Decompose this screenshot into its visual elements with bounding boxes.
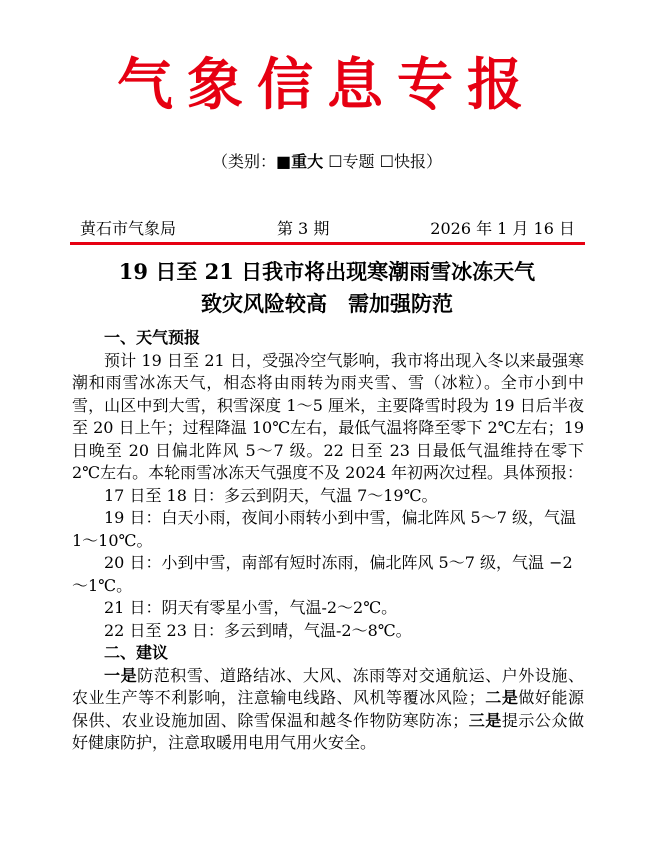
category-prefix: （类别： — [211, 152, 276, 171]
advice-paragraph — [72, 665, 584, 755]
category-line — [0, 151, 654, 173]
forecast-summary: 预计 19 日至 21 日，受强冷空气影响，我市将出现入冬以来最强寒潮和雨雪冰冻天气，相态将由雨转为雨夹雪、雪（冰粒）。全市小到中雪，山区中到大雪，积雪深度 1～5 厘米，主要降雪时段为 19 日后半夜至 20 日上午；过程降温 10℃左右，最低气温将降至零下 2℃左右；19 日晚至 20 日偏北阵风 5～7 级。22 日至 23 日最低气温维持在零下 2℃左右。本轮雨雪冰冻天气强度不及 2024 年初两次过程。具体预报： — [72, 350, 584, 482]
advice-text-3: 提示公众做好健康防护，注意取暖用电用气用火安全。 — [72, 710, 584, 752]
issue-date: 2026 年 1 月 16 日 — [430, 219, 575, 238]
red-divider — [70, 242, 585, 245]
advice-text-1: 防范积雪、道路结冰、大风、冻雨等对交通航运、户外设施、农业生产等不利影响，注意输电线路、风机等覆冰风险； — [72, 665, 584, 707]
title-line-1: 19 日至 21 日我市将出现寒潮雨雪冰冻天气 — [118, 259, 536, 284]
category-flash-label: 快报 — [394, 152, 427, 171]
category-major-mark: ■ — [275, 152, 292, 171]
forecast-item: 19 日：白天小雨，夜间小雨转小到中雪，偏北阵风 5～7 级，气温 1～10℃。 — [72, 508, 576, 550]
title-line-2: 致灾风险较高 需加强防范 — [201, 291, 453, 316]
category-suffix: ） — [426, 152, 443, 171]
document-title — [0, 256, 654, 320]
document-body — [72, 327, 584, 755]
category-major-label: 重大 — [291, 152, 324, 171]
section-heading-forecast: 一、天气预报 — [104, 328, 201, 347]
advice-text-2: 做好能源保供、农业设施加固、除雪保温和越冬作物防寒防冻； — [72, 688, 584, 730]
advice-lead-2: 二是 — [484, 688, 519, 707]
category-flash-checkbox: ☐ — [379, 152, 394, 171]
forecast-item: 20 日：小到中雪，南部有短时冻雨，偏北阵风 5～7 级，气温 −2～1℃。 — [72, 553, 573, 595]
category-topic-checkbox: ☐ — [328, 152, 343, 171]
agency-name: 黄石市气象局 — [80, 219, 177, 238]
forecast-item: 21 日：阴天有零星小雪，气温-2～2℃。 — [104, 598, 398, 617]
report-masthead: 气象信息专报 — [117, 52, 537, 118]
section-heading-advice: 二、建议 — [104, 643, 169, 662]
forecast-item: 22 日至 23 日：多云到晴，气温-2～8℃。 — [104, 620, 412, 640]
category-topic-label: 专题 — [342, 152, 375, 171]
issue-meta — [80, 218, 575, 240]
issue-number: 第 3 期 — [276, 219, 330, 238]
advice-lead-1: 一是 — [104, 665, 138, 685]
forecast-item: 17 日至 18 日：多云到阴天，气温 7～19℃。 — [104, 485, 438, 505]
advice-lead-3: 三是 — [468, 710, 502, 730]
